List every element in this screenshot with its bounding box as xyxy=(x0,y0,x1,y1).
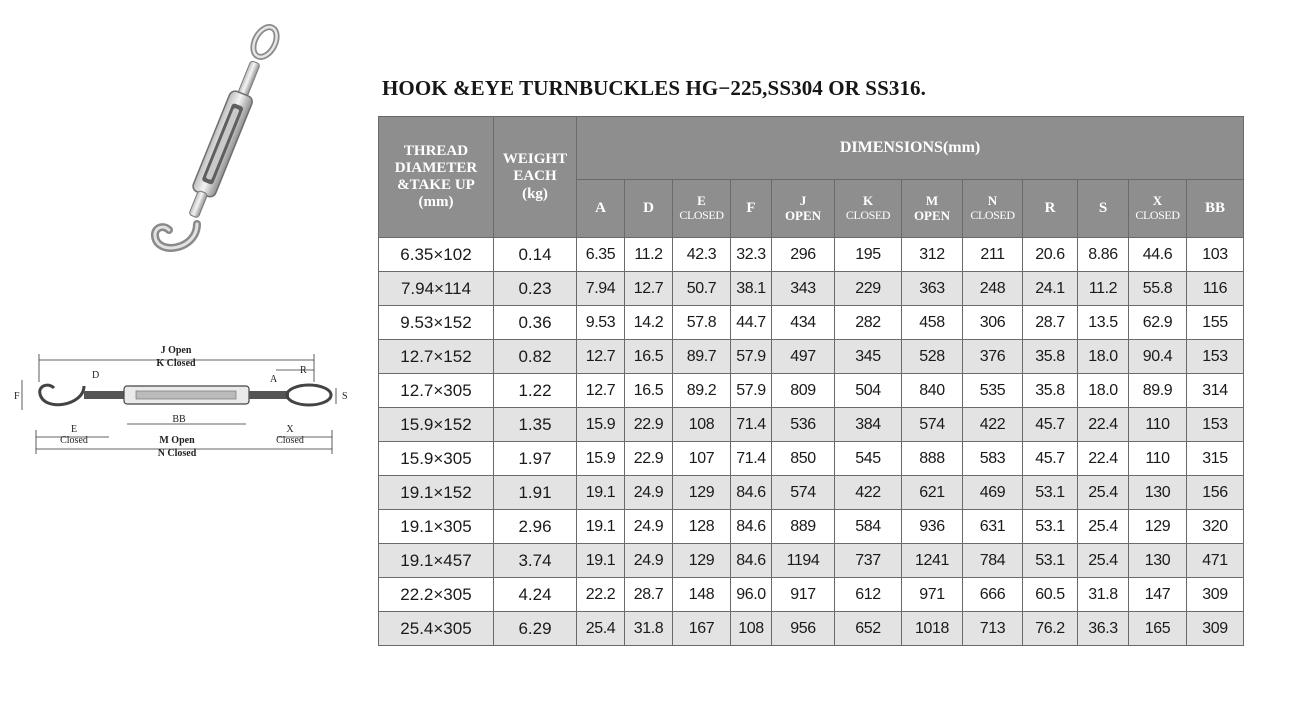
table-cell: 130 xyxy=(1129,544,1187,578)
table-cell: 62.9 xyxy=(1129,306,1187,340)
dimension-diagram xyxy=(14,342,359,464)
table-cell: 363 xyxy=(902,272,963,306)
table-cell: 809 xyxy=(772,374,835,408)
table-cell: 312 xyxy=(902,238,963,272)
table-cell: 612 xyxy=(835,578,902,612)
table-cell: 917 xyxy=(772,578,835,612)
table-cell: 12.7×152 xyxy=(379,340,494,374)
table-cell: 12.7 xyxy=(577,374,625,408)
table-cell: 888 xyxy=(902,442,963,476)
table-cell: 6.35×102 xyxy=(379,238,494,272)
header-col-r: R xyxy=(1023,180,1078,238)
table-cell: 469 xyxy=(963,476,1023,510)
header-col-s: S xyxy=(1078,180,1129,238)
table-cell: 309 xyxy=(1187,612,1244,646)
table-cell: 971 xyxy=(902,578,963,612)
table-cell: 1.97 xyxy=(494,442,577,476)
table-cell: 211 xyxy=(963,238,1023,272)
table-cell: 4.24 xyxy=(494,578,577,612)
table-cell: 108 xyxy=(673,408,731,442)
table-cell: 195 xyxy=(835,238,902,272)
table-cell: 76.2 xyxy=(1023,612,1078,646)
table-cell: 889 xyxy=(772,510,835,544)
table-cell: 19.1 xyxy=(577,510,625,544)
table-cell: 16.5 xyxy=(625,340,673,374)
table-cell: 936 xyxy=(902,510,963,544)
table-row xyxy=(379,612,1244,646)
page-title: HOOK &EYE TURNBUCKLES HG−225,SS304 OR SS316. xyxy=(382,76,927,100)
table-row xyxy=(379,374,1244,408)
table-cell: 282 xyxy=(835,306,902,340)
table-cell: 19.1×457 xyxy=(379,544,494,578)
table-row xyxy=(379,544,1244,578)
table-cell: 22.2 xyxy=(577,578,625,612)
label-x-closed: Closed xyxy=(276,435,304,446)
turnbuckle-photo xyxy=(135,18,290,263)
table-cell: 583 xyxy=(963,442,1023,476)
table-cell: 13.5 xyxy=(1078,306,1129,340)
table-cell: 84.6 xyxy=(731,510,772,544)
table-row xyxy=(379,510,1244,544)
table-cell: 24.1 xyxy=(1023,272,1078,306)
table-cell: 535 xyxy=(963,374,1023,408)
table-cell: 15.9 xyxy=(577,442,625,476)
table-cell: 14.2 xyxy=(625,306,673,340)
table-cell: 1.35 xyxy=(494,408,577,442)
table-cell: 153 xyxy=(1187,340,1244,374)
table-cell: 11.2 xyxy=(625,238,673,272)
table-cell: 384 xyxy=(835,408,902,442)
table-cell: 3.74 xyxy=(494,544,577,578)
table-cell: 666 xyxy=(963,578,1023,612)
table-cell: 19.1×305 xyxy=(379,510,494,544)
table-cell: 31.8 xyxy=(1078,578,1129,612)
table-cell: 35.8 xyxy=(1023,340,1078,374)
label-e: E xyxy=(70,424,78,435)
table-cell: 12.7×305 xyxy=(379,374,494,408)
table-cell: 16.5 xyxy=(625,374,673,408)
table-cell: 24.9 xyxy=(625,476,673,510)
table-cell: 15.9 xyxy=(577,408,625,442)
label-s: S xyxy=(342,391,348,402)
table-row xyxy=(379,272,1244,306)
table-cell: 784 xyxy=(963,544,1023,578)
table-cell: 314 xyxy=(1187,374,1244,408)
table-cell: 0.23 xyxy=(494,272,577,306)
table-cell: 309 xyxy=(1187,578,1244,612)
table-cell: 129 xyxy=(673,476,731,510)
table-cell: 24.9 xyxy=(625,510,673,544)
table-cell: 6.35 xyxy=(577,238,625,272)
table-cell: 9.53 xyxy=(577,306,625,340)
table-cell: 376 xyxy=(963,340,1023,374)
table-cell: 1.22 xyxy=(494,374,577,408)
table-row xyxy=(379,306,1244,340)
table-cell: 343 xyxy=(772,272,835,306)
turnbuckle-spec-table xyxy=(378,116,1244,646)
table-row xyxy=(379,578,1244,612)
table-cell: 315 xyxy=(1187,442,1244,476)
table-cell: 1194 xyxy=(772,544,835,578)
table-cell: 19.1×152 xyxy=(379,476,494,510)
table-cell: 528 xyxy=(902,340,963,374)
table-cell: 713 xyxy=(963,612,1023,646)
header-col-e: E CLOSED xyxy=(673,180,731,238)
table-cell: 71.4 xyxy=(731,442,772,476)
table-row xyxy=(379,476,1244,510)
table-cell: 36.3 xyxy=(1078,612,1129,646)
table-row xyxy=(379,340,1244,374)
table-cell: 737 xyxy=(835,544,902,578)
table-cell: 31.8 xyxy=(625,612,673,646)
table-cell: 15.9×305 xyxy=(379,442,494,476)
table-cell: 89.7 xyxy=(673,340,731,374)
table-cell: 18.0 xyxy=(1078,340,1129,374)
eye-bolt xyxy=(237,60,260,97)
table-cell: 8.86 xyxy=(1078,238,1129,272)
table-cell: 155 xyxy=(1187,306,1244,340)
table-cell: 55.8 xyxy=(1129,272,1187,306)
header-col-x: X CLOSED xyxy=(1129,180,1187,238)
table-cell: 116 xyxy=(1187,272,1244,306)
table-cell: 652 xyxy=(835,612,902,646)
table-cell: 28.7 xyxy=(1023,306,1078,340)
table-cell: 497 xyxy=(772,340,835,374)
table-cell: 850 xyxy=(772,442,835,476)
table-cell: 574 xyxy=(902,408,963,442)
table-cell: 128 xyxy=(673,510,731,544)
table-cell: 422 xyxy=(963,408,1023,442)
header-col-j: J OPEN xyxy=(772,180,835,238)
table-cell: 108 xyxy=(731,612,772,646)
table-cell: 422 xyxy=(835,476,902,510)
table-cell: 45.7 xyxy=(1023,442,1078,476)
table-cell: 1018 xyxy=(902,612,963,646)
table-cell: 38.1 xyxy=(731,272,772,306)
eye-end xyxy=(249,23,282,61)
table-cell: 22.4 xyxy=(1078,442,1129,476)
table-cell: 22.9 xyxy=(625,408,673,442)
table-cell: 50.7 xyxy=(673,272,731,306)
table-cell: 19.1 xyxy=(577,476,625,510)
table-cell: 296 xyxy=(772,238,835,272)
table-cell: 458 xyxy=(902,306,963,340)
table-cell: 28.7 xyxy=(625,578,673,612)
table-cell: 44.6 xyxy=(1129,238,1187,272)
table-cell: 167 xyxy=(673,612,731,646)
table-cell: 103 xyxy=(1187,238,1244,272)
table-cell: 345 xyxy=(835,340,902,374)
table-cell: 545 xyxy=(835,442,902,476)
label-bb: BB xyxy=(172,414,186,425)
label-e-closed: Closed xyxy=(60,435,88,446)
table-cell: 148 xyxy=(673,578,731,612)
table-cell: 165 xyxy=(1129,612,1187,646)
table-cell: 90.4 xyxy=(1129,340,1187,374)
table-cell: 89.9 xyxy=(1129,374,1187,408)
label-m-open: M Open xyxy=(159,435,195,446)
table-cell: 110 xyxy=(1129,442,1187,476)
table-cell: 35.8 xyxy=(1023,374,1078,408)
diagram-hook xyxy=(40,385,124,405)
table-cell: 320 xyxy=(1187,510,1244,544)
label-k-closed: K Closed xyxy=(156,358,196,369)
table-cell: 12.7 xyxy=(577,340,625,374)
label-a: A xyxy=(270,374,278,385)
table-cell: 89.2 xyxy=(673,374,731,408)
table-cell: 24.9 xyxy=(625,544,673,578)
label-x: X xyxy=(286,424,294,435)
table-cell: 306 xyxy=(963,306,1023,340)
header-col-k: K CLOSED xyxy=(835,180,902,238)
table-cell: 621 xyxy=(902,476,963,510)
table-cell: 11.2 xyxy=(1078,272,1129,306)
table-cell: 471 xyxy=(1187,544,1244,578)
label-r: R xyxy=(300,365,307,376)
table-cell: 57.9 xyxy=(731,340,772,374)
table-row xyxy=(379,442,1244,476)
table-cell: 229 xyxy=(835,272,902,306)
table-cell: 536 xyxy=(772,408,835,442)
table-cell: 956 xyxy=(772,612,835,646)
table-cell: 107 xyxy=(673,442,731,476)
table-row xyxy=(379,408,1244,442)
table-cell: 19.1 xyxy=(577,544,625,578)
label-f: F xyxy=(14,391,20,402)
table-cell: 25.4×305 xyxy=(379,612,494,646)
table-cell: 0.82 xyxy=(494,340,577,374)
table-cell: 22.9 xyxy=(625,442,673,476)
table-cell: 25.4 xyxy=(577,612,625,646)
header-col-a: A xyxy=(577,180,625,238)
table-cell: 9.53×152 xyxy=(379,306,494,340)
table-cell: 53.1 xyxy=(1023,510,1078,544)
table-cell: 130 xyxy=(1129,476,1187,510)
table-cell: 44.7 xyxy=(731,306,772,340)
table-cell: 129 xyxy=(1129,510,1187,544)
table-cell: 60.5 xyxy=(1023,578,1078,612)
table-cell: 71.4 xyxy=(731,408,772,442)
diagram-eye xyxy=(249,385,331,405)
header-thread-diameter: THREAD DIAMETER &TAKE UP (mm) xyxy=(379,117,494,238)
table-cell: 153 xyxy=(1187,408,1244,442)
table-cell: 96.0 xyxy=(731,578,772,612)
table-cell: 2.96 xyxy=(494,510,577,544)
table-cell: 1241 xyxy=(902,544,963,578)
table-body xyxy=(379,238,1244,646)
table-cell: 25.4 xyxy=(1078,476,1129,510)
table-cell: 631 xyxy=(963,510,1023,544)
header-col-bb: BB xyxy=(1187,180,1244,238)
label-d: D xyxy=(92,370,100,381)
table-cell: 32.3 xyxy=(731,238,772,272)
table-cell: 53.1 xyxy=(1023,544,1078,578)
table-cell: 15.9×152 xyxy=(379,408,494,442)
table-cell: 57.8 xyxy=(673,306,731,340)
table-cell: 22.2×305 xyxy=(379,578,494,612)
table-cell: 156 xyxy=(1187,476,1244,510)
header-col-d: D xyxy=(625,180,673,238)
table-row xyxy=(379,238,1244,272)
table-cell: 1.91 xyxy=(494,476,577,510)
table-cell: 574 xyxy=(772,476,835,510)
table-cell: 129 xyxy=(673,544,731,578)
table-cell: 7.94 xyxy=(577,272,625,306)
table-cell: 248 xyxy=(963,272,1023,306)
table-cell: 7.94×114 xyxy=(379,272,494,306)
table-cell: 20.6 xyxy=(1023,238,1078,272)
header-col-f: F xyxy=(731,180,772,238)
table-cell: 0.36 xyxy=(494,306,577,340)
table-cell: 57.9 xyxy=(731,374,772,408)
table-cell: 25.4 xyxy=(1078,510,1129,544)
table-cell: 53.1 xyxy=(1023,476,1078,510)
table-cell: 0.14 xyxy=(494,238,577,272)
table-cell: 45.7 xyxy=(1023,408,1078,442)
hook-bolt xyxy=(189,190,208,218)
table-cell: 25.4 xyxy=(1078,544,1129,578)
header-weight: WEIGHT EACH (kg) xyxy=(494,117,577,238)
table-cell: 84.6 xyxy=(731,476,772,510)
table-cell: 110 xyxy=(1129,408,1187,442)
table-cell: 12.7 xyxy=(625,272,673,306)
table-cell: 584 xyxy=(835,510,902,544)
table-cell: 18.0 xyxy=(1078,374,1129,408)
header-dimensions: DIMENSIONS(mm) xyxy=(577,117,1244,180)
table-cell: 6.29 xyxy=(494,612,577,646)
table-cell: 504 xyxy=(835,374,902,408)
table-cell: 42.3 xyxy=(673,238,731,272)
label-j-open: J Open xyxy=(160,345,192,356)
header-col-m: M OPEN xyxy=(902,180,963,238)
table-cell: 147 xyxy=(1129,578,1187,612)
label-n-closed: N Closed xyxy=(157,448,197,459)
table-cell: 840 xyxy=(902,374,963,408)
header-col-n: N CLOSED xyxy=(963,180,1023,238)
table-cell: 22.4 xyxy=(1078,408,1129,442)
table-cell: 84.6 xyxy=(731,544,772,578)
table-cell: 434 xyxy=(772,306,835,340)
